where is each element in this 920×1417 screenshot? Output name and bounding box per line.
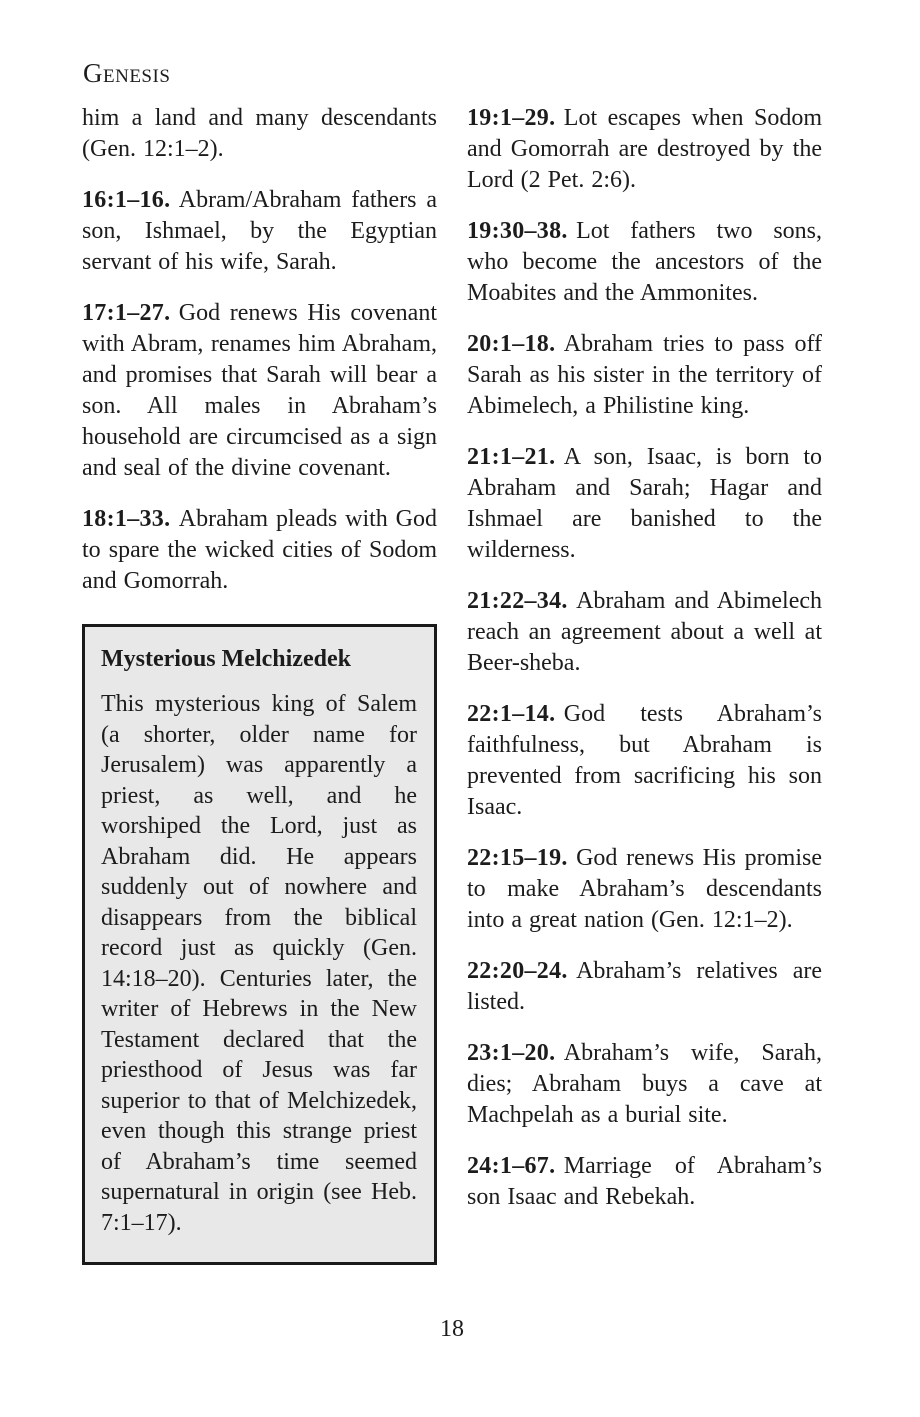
commentary-paragraph	[467, 1038, 822, 1131]
paragraph-text: Abraham and Abimelech reach an agreement about a well at Beer-sheba.	[467, 588, 822, 676]
commentary-paragraph	[467, 1151, 822, 1213]
left-column	[82, 103, 437, 1265]
paragraph-text: Abraham tries to pass off Sarah as his sister in the territory of Abimelech, a Philistine king.	[467, 331, 822, 419]
verse-ref: 19:30–38.	[467, 218, 568, 244]
paragraph-text: Lot escapes when Sodom and Gomorrah are destroyed by the Lord (2 Pet. 2:6).	[467, 105, 822, 193]
verse-ref: 22:15–19.	[467, 845, 568, 871]
text-columns	[82, 103, 822, 1265]
paragraph-text: Abraham pleads with God to spare the wicked cities of Sodom and Gomorrah.	[82, 506, 437, 594]
paragraph-text: Lot fathers two sons, who become the ancestors of the Moabites and the Ammonites.	[467, 218, 822, 306]
right-column	[467, 103, 822, 1265]
commentary-paragraph	[82, 298, 437, 484]
commentary-paragraph	[82, 103, 437, 165]
commentary-paragraph	[467, 442, 822, 566]
verse-ref: 16:1–16.	[82, 187, 171, 213]
verse-ref: 22:20–24.	[467, 958, 568, 984]
commentary-paragraph	[467, 586, 822, 679]
verse-ref: 24:1–67.	[467, 1153, 556, 1179]
commentary-paragraph	[82, 504, 437, 597]
left-column-paragraphs	[82, 103, 437, 597]
commentary-paragraph	[82, 185, 437, 278]
page-number: 18	[440, 1316, 464, 1342]
commentary-paragraph	[467, 329, 822, 422]
paragraph-text: God renews His promise to make Abraham’s descendants into a great nation (Gen. 12:1–2).	[467, 845, 822, 933]
commentary-paragraph	[467, 103, 822, 196]
running-header: Genesis	[83, 58, 171, 88]
paragraph-text: Abraham’s relatives are listed.	[467, 958, 822, 1015]
verse-ref: 22:1–14.	[467, 701, 556, 727]
verse-ref: 21:1–21.	[467, 444, 556, 470]
commentary-paragraph	[467, 216, 822, 309]
right-column-paragraphs	[467, 103, 822, 1213]
verse-ref: 21:22–34.	[467, 588, 568, 614]
paragraph-text: God tests Abraham’s faithfulness, but Abraham is prevented from sacrificing his son Isaac.	[467, 701, 822, 820]
paragraph-text: him a land and many descendants (Gen. 12:1–2).	[82, 105, 437, 162]
sidebar-box-title: Mysterious Melchizedek	[101, 646, 351, 672]
paragraph-text: God renews His covenant with Abram, renames him Abraham, and promises that Sarah will bear a son. All males in Abraham’s household are circumcised as a sign and seal of the divine covenant.	[82, 300, 437, 481]
paragraph-text: Abraham’s wife, Sarah, dies; Abraham buys a cave at Machpelah as a burial site.	[467, 1040, 822, 1128]
commentary-paragraph	[467, 699, 822, 823]
verse-ref: 19:1–29.	[467, 105, 556, 131]
verse-ref: 23:1–20.	[467, 1040, 556, 1066]
paragraph-text: Marriage of Abraham’s son Isaac and Rebekah.	[467, 1153, 822, 1210]
verse-ref: 20:1–18.	[467, 331, 556, 357]
sidebar-box	[82, 624, 437, 1265]
sidebar-box-body: This mysterious king of Salem (a shorter, older name for Jerusalem) was apparently a priest, as well, and he worshiped the Lord, just as Abraham did. He appears suddenly out of nowhere and disappears from the biblical record just as quickly (Gen. 14:18–20). Centuries later, the writer of Hebrews in the New Testament declared that the priesthood of Jesus was far superior to that of Melchizedek, even though this strange priest of Abraham’s time seemed supernatural in origin (see Heb. 7:1–17).	[101, 691, 417, 1236]
commentary-paragraph	[467, 843, 822, 936]
paragraph-text: Abram/Abraham fathers a son, Ishmael, by the Egyptian servant of his wife, Sarah.	[82, 187, 437, 275]
commentary-paragraph	[467, 956, 822, 1018]
verse-ref: 18:1–33.	[82, 506, 171, 532]
verse-ref: 17:1–27.	[82, 300, 171, 326]
paragraph-text: A son, Isaac, is born to Abraham and Sarah; Hagar and Ishmael are banished to the wilderness.	[467, 444, 822, 563]
